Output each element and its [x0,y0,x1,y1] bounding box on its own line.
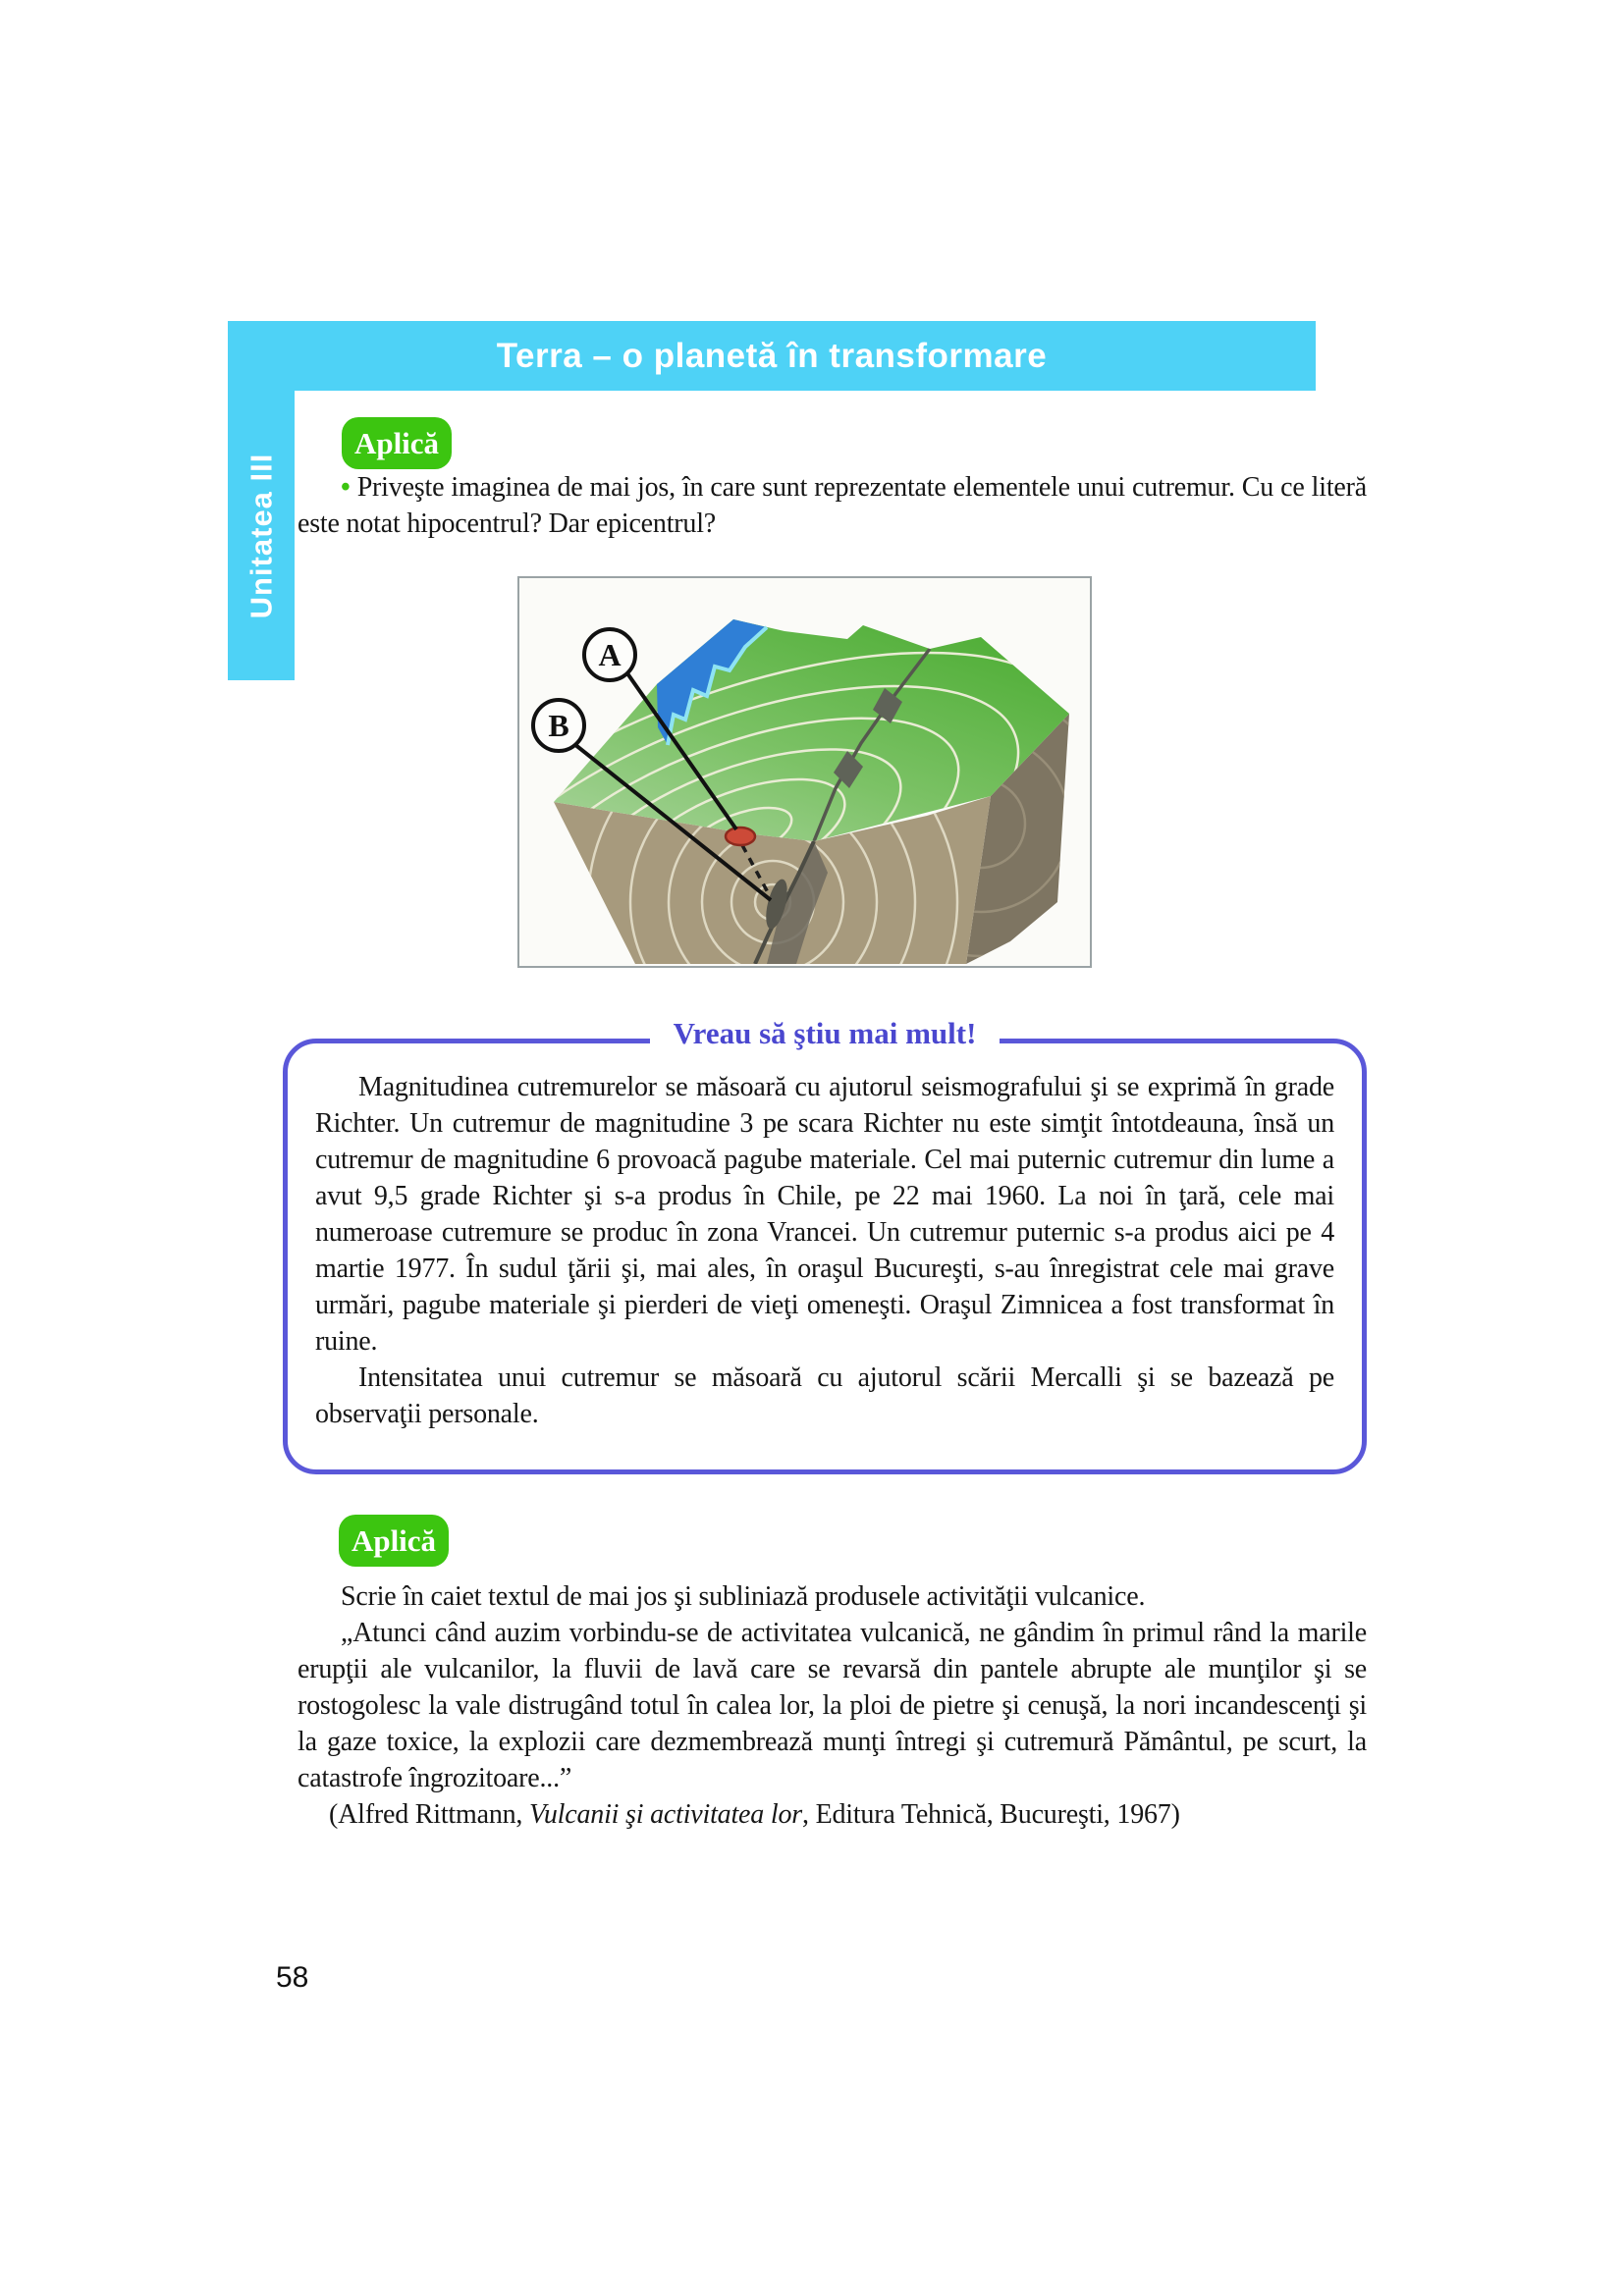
know-more-paragraph-2: Intensitatea unui cutremur se măsoară cu ajutorul scării Mercalli şi se bazează pe observaţii personale. [315,1362,1334,1429]
apply-badge-2-label: Aplică [351,1522,437,1558]
apply-badge-1-label: Aplică [353,425,440,460]
know-more-box-title: Vreau să ştiu mai mult! [650,1016,1001,1051]
apply-badge-1 [342,417,452,469]
apply-2-block [298,1578,1367,1833]
label-a-text: A [598,637,622,672]
apply-question-paragraph [298,469,1367,542]
quote-source-suffix: , Editura Tehnică, Bucureşti, 1967) [801,1799,1180,1830]
apply-2-task: Scrie în caiet textul de mai jos şi subliniază produsele activităţii vulcanice. [341,1581,1146,1612]
quote-source-title: Vulcanii şi activitatea lor [529,1799,802,1830]
earthquake-block-diagram [519,578,1090,966]
apply-question-text: Priveşte imaginea de mai jos, în care sunt reprezentate elementele unui cutremur. Cu ce literă este notat hipocentrul? Dar epicentrul? [298,472,1367,539]
unit-label: Unitatea III [243,453,279,618]
chapter-title: Terra – o planetă în transformare [496,336,1048,375]
volcano-quote: „Atunci când auzim vorbindu-se de activitatea vulcanică, ne gândim în primul rând la marile erupţii ale vulcanilor, la fluvii de lavă care se revarsă din pantele abrupte ale munţilor şi se rostogolesc la vale distrugând totul în calea lor, la ploi de pietre şi cenuşă, la nori incandescenţi şi la gaze toxice, la explozii care dezmembrează munţi întregi şi cutremură Pământul, pe scurt, la catastrofe îngrozitoare...” [298,1618,1367,1793]
quote-source-prefix: (Alfred Rittmann, [329,1799,530,1830]
apply-badge-2 [339,1515,449,1567]
green-bullet-icon: • [341,472,351,503]
earthquake-diagram-figure [517,576,1092,968]
quote-source-line [298,1796,1367,1833]
label-b-text: B [548,708,569,743]
unit-sidebar [228,391,295,680]
know-more-box [283,1039,1367,1474]
chapter-header-bar [228,321,1316,391]
epicenter-dot [726,828,755,845]
page-number: 58 [276,1961,309,1994]
know-more-paragraph-1: Magnitudinea cutremurelor se măsoară cu ajutorul seismografului şi se exprimă în grade Richter. Un cutremur de magnitudine 3 pe scara Richter nu este simţit întotdeauna, însă un cutremur de magnitudine 6 provoacă pagube materiale. Cel mai puternic cutremur din lume a avut 9,5 grade Richter şi s-a produs în Chile, pe 22 mai 1960. La noi în ţară, cele mai numeroase cutremure se produc în zona Vrancei. Un cutremur puternic s-a produs aici pe 4 martie 1977. În sudul ţării şi, mai ales, în oraşul Bucureşti, s-au înregistrat cele mai grave urmări, pagube materiale şi pierderi de vieţi omeneşti. Oraşul Zimnicea a fost transformat în ruine. [315,1072,1334,1357]
